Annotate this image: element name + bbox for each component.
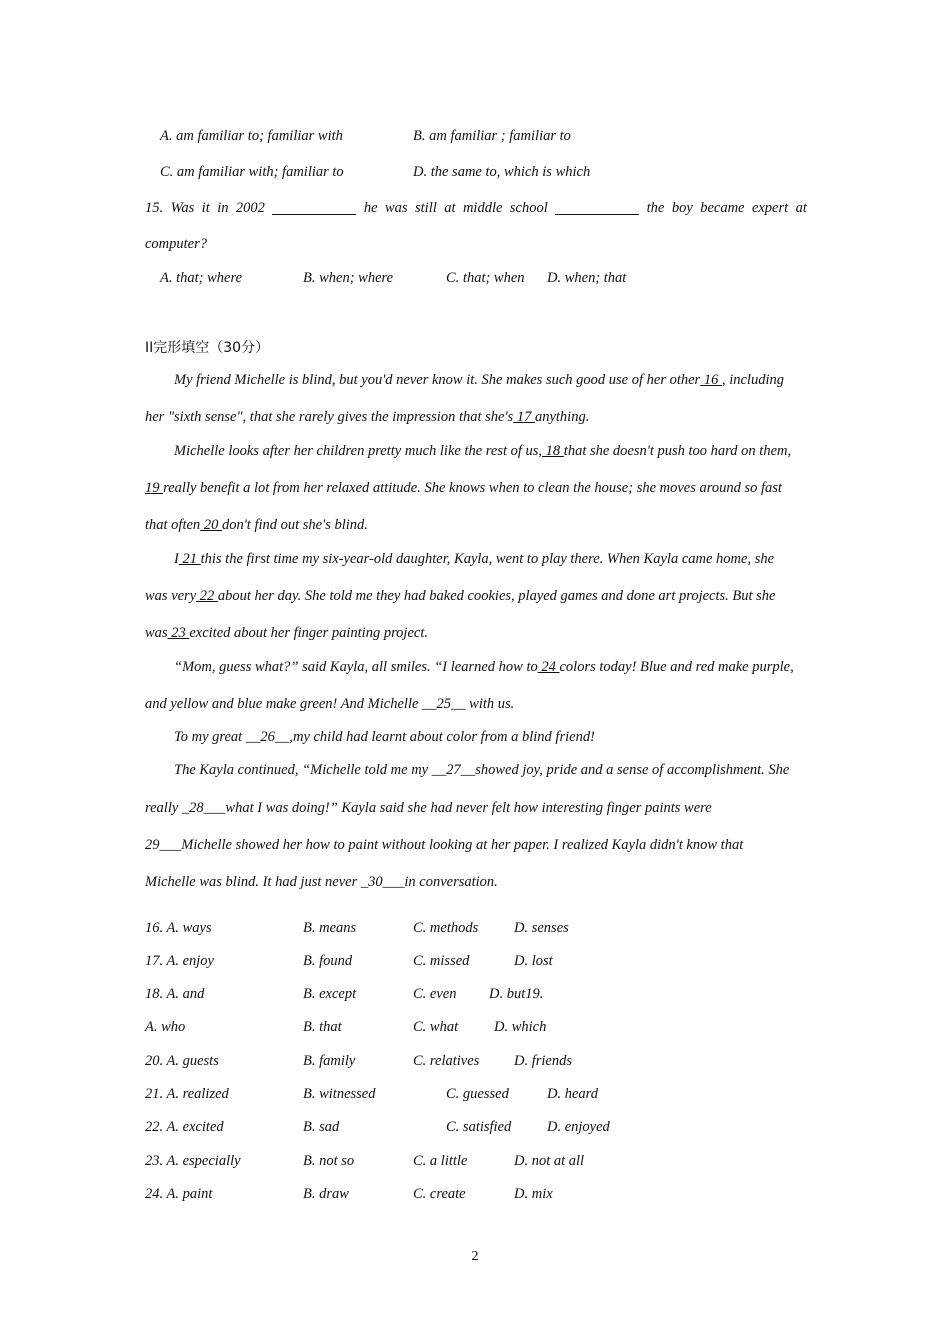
passage-line: “Mom, guess what?” said Kayla, all smiles. “I learned how to 24 colors today! Blue and red make purple, [174,659,794,675]
passage-line: was 23 excited about her finger painting project. [145,625,428,641]
passage-line: really _28___what I was doing!” Kayla said she had never felt how interesting finger paints were [145,800,712,816]
blank-20: 20 [200,517,222,533]
q14-option-b: B. am familiar ; familiar to [413,128,571,144]
answer-row-17-d: D. lost [514,953,553,969]
blank-22: 22 [196,588,218,604]
answer-row-22-d: D. enjoyed [547,1119,610,1135]
answer-row-20-a: 20. A. guests [145,1053,219,1069]
section-heading: II完形填空（30分） [145,340,270,356]
answer-row-23-c: C. a little [413,1153,468,1169]
blank-23: 23 [167,625,190,641]
q14-option-d: D. the same to, which is which [413,164,591,180]
passage-line: Michelle looks after her children pretty much like the rest of us, 18 that she doesn't push too hard on them, [174,443,792,459]
blank-29: 29___ [145,837,182,853]
answer-row-24-b: B. draw [303,1186,349,1202]
blank-19: 19 [145,480,164,496]
q14-option-a: A. am familiar to; familiar with [160,128,343,144]
answer-row-21-b: B. witnessed [303,1086,376,1102]
answer-row-20-d: D. friends [514,1053,572,1069]
blank-17: 17 [513,409,535,425]
passage-line: Michelle was blind. It had just never _30___in conversation. [145,874,498,890]
passage-line: 29___Michelle showed her how to paint without looking at her paper. I realized Kayla didn't know that [145,837,744,853]
answer-row-21-c: C. guessed [446,1086,509,1102]
q15-option-a: A. that; where [160,270,243,286]
answer-row-23-d: D. not at all [514,1153,585,1169]
answer-row-24-a: 24. A. paint [145,1186,213,1202]
answer-row-19-c: C. what [413,1019,459,1035]
passage-line: The Kayla continued, “Michelle told me my __27__showed joy, pride and a sense of accomplishment. She [174,762,790,778]
answer-row-20-b: B. family [303,1053,356,1069]
answer-row-18-d: D. but19. [489,986,544,1002]
passage-line: To my great __26__,my child had learnt about color from a blind friend! [174,729,595,745]
q15-blank-2 [555,200,639,215]
q15-option-c: C. that; when [446,270,525,286]
passage-line: My friend Michelle is blind, but you'd never know it. She makes such good use of her other 16 , including [174,372,784,388]
answer-row-20-c: C. relatives [413,1053,480,1069]
answer-row-18-a: 18. A. and [145,986,205,1002]
passage-line: 19 really benefit a lot from her relaxed attitude. She knows when to clean the house; she moves around so fast [145,480,782,496]
answer-row-17-b: B. found [303,953,353,969]
answer-row-16-c: C. methods [413,920,479,936]
q15-option-d: D. when; that [547,270,627,286]
q15-blank-1 [272,200,356,215]
answer-row-18-c: C. even [413,986,457,1002]
passage-line: her "sixth sense", that she rarely gives the impression that she's 17 anything. [145,409,590,425]
passage-line: I 21 this the first time my six-year-old daughter, Kayla, went to play there. When Kayla came home, she [174,551,775,567]
answer-row-24-d: D. mix [514,1186,553,1202]
answer-row-18-b: B. except [303,986,357,1002]
answer-row-16-d: D. senses [514,920,569,936]
blank-30: _30___ [357,874,405,890]
answer-row-21-a: 21. A. realized [145,1086,229,1102]
answer-row-24-c: C. create [413,1186,466,1202]
answer-row-19-d: D. which [494,1019,547,1035]
answer-row-19-a: A. who [145,1019,186,1035]
answer-row-17-a: 17. A. enjoy [145,953,214,969]
blank-24: 24 [537,659,560,675]
page-number: 2 [471,1249,479,1264]
blank-28: _28___ [178,800,226,816]
answer-row-22-c: C. satisfied [446,1119,512,1135]
q15-stem-line1: 15. Was it in 2002 he was still at middle school the boy became expert at [145,200,807,216]
passage-line: and yellow and blue make green! And Michelle __25__ with us. [145,696,515,712]
answer-row-23-a: 23. A. especially [145,1153,241,1169]
blank-21: 21 [178,551,201,567]
blank-26: __26__ [242,729,290,745]
answer-row-16-a: 16. A. ways [145,920,212,936]
blank-25: __25__ [422,696,466,712]
blank-16: 16 [700,372,722,388]
answer-row-22-a: 22. A. excited [145,1119,224,1135]
answer-row-16-b: B. means [303,920,357,936]
q15-option-b: B. when; where [303,270,394,286]
q14-option-c: C. am familiar with; familiar to [160,164,344,180]
answer-row-22-b: B. sad [303,1119,340,1135]
answer-row-21-d: D. heard [547,1086,599,1102]
answer-row-19-b: B. that [303,1019,342,1035]
q15-stem-line2: computer? [145,236,208,252]
passage-line: that often 20 don't find out she's blind. [145,517,368,533]
blank-27: __27__ [428,762,476,778]
answer-row-17-c: C. missed [413,953,470,969]
answer-row-23-b: B. not so [303,1153,355,1169]
blank-18: 18 [542,443,564,459]
passage-line: was very 22 about her day. She told me they had baked cookies, played games and done art projects. But she [145,588,776,604]
